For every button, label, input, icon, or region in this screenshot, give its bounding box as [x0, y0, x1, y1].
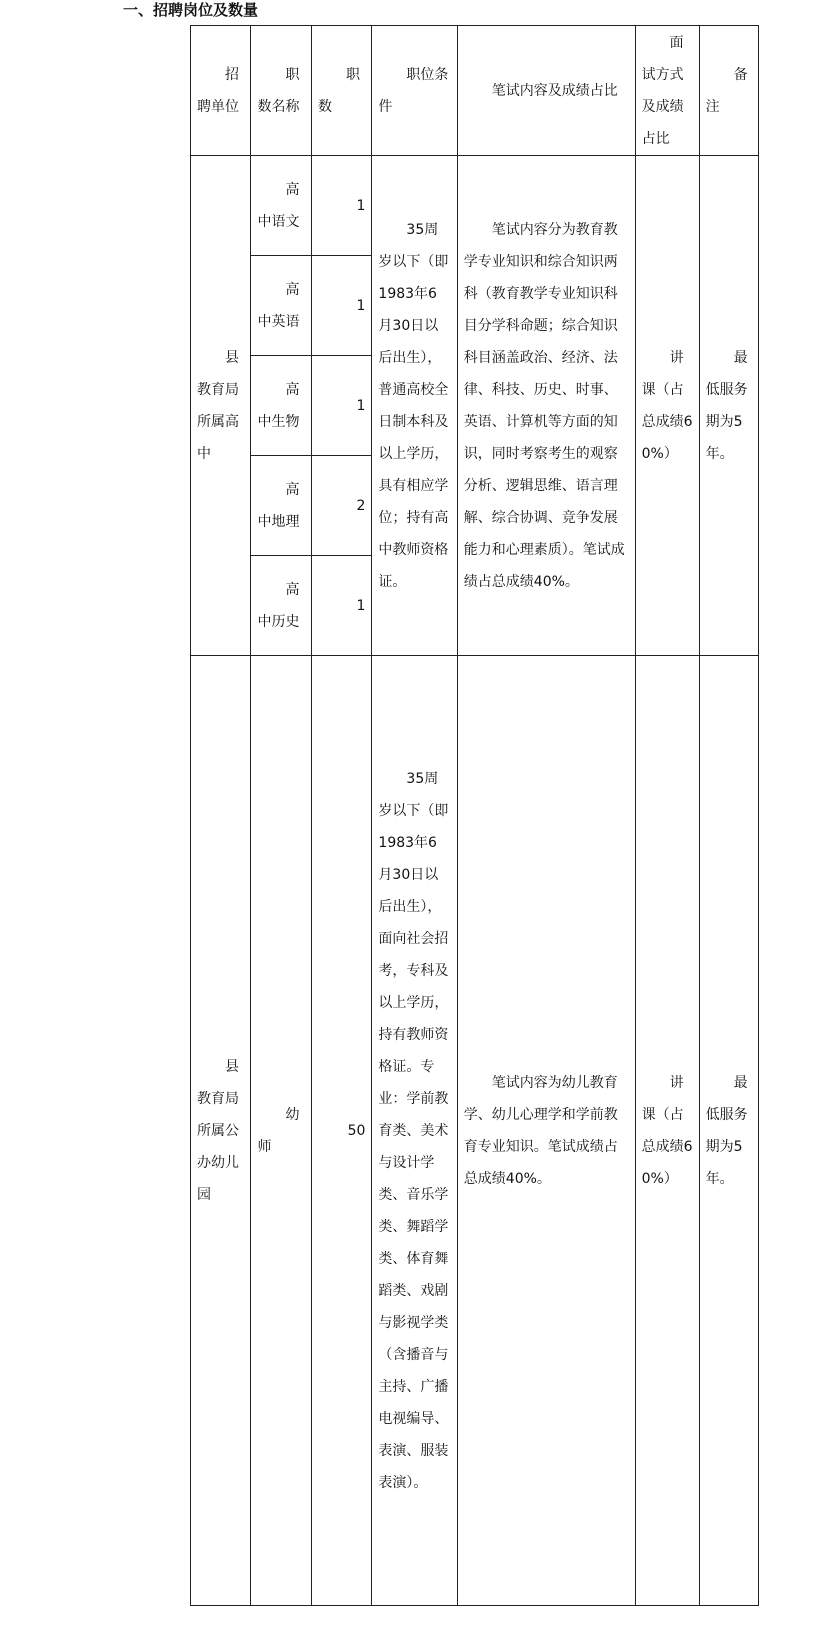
group1-interview: 讲课（占总成绩60%） [635, 156, 699, 656]
group1-count: 2 [311, 456, 371, 556]
group1-count: 1 [311, 356, 371, 456]
group2-conditions: 35周岁以下（即1983年6月30日以后出生），面向社会招考，专科及以上学历，持有教师资格证。专业：学前教育类、美术与设计学类、音乐学类、舞蹈学类、体育舞蹈类、戏剧与影视学类（含播音与主持、广播电视编导、表演、服装表演）。 [372, 656, 457, 1606]
group2-position: 幼师 [251, 656, 311, 1606]
group1-position: 高中英语 [251, 256, 311, 356]
group2-interview: 讲课（占总成绩60%） [635, 656, 699, 1606]
header-written: 笔试内容及成绩占比 [457, 26, 635, 156]
group1-position: 高中历史 [251, 556, 311, 656]
group1-conditions: 35周岁以下（即1983年6月30日以后出生），普通高校全日制本科及以上学历，具有相应学位；持有高中教师资格证。 [372, 156, 457, 656]
header-conditions: 职位条件 [372, 26, 457, 156]
group1-unit: 县教育局所属高中 [191, 156, 251, 656]
header-position: 职数名称 [251, 26, 311, 156]
group1-count: 1 [311, 156, 371, 256]
group2-remarks: 最低服务期为5年。 [699, 656, 758, 1606]
header-interview: 面试方式及成绩占比 [635, 26, 699, 156]
header-remarks: 备注 [699, 26, 758, 156]
group1-position: 高中生物 [251, 356, 311, 456]
group1-count: 1 [311, 556, 371, 656]
group1-written: 笔试内容分为教育教学专业知识和综合知识两科（教育教学专业知识科目分学科命题；综合知识科目涵盖政治、经济、法律、科技、历史、时事、英语、计算机等方面的知识，同时考察考生的观察分析、逻辑思维、语言理解、综合协调、竞争发展能力和心理素质）。笔试成绩占总成绩40%。 [457, 156, 635, 656]
header-unit: 招聘单位 [191, 26, 251, 156]
header-count: 职数 [311, 26, 371, 156]
group2-unit: 县教育局所属公办幼儿园 [191, 656, 251, 1606]
header-row [191, 26, 759, 156]
section-heading: 一、招聘岗位及数量 [123, 1, 259, 19]
group1-position: 高中语文 [251, 156, 311, 256]
group2-written: 笔试内容为幼儿教育学、幼儿心理学和学前教育专业知识。笔试成绩占总成绩40%。 [457, 656, 635, 1606]
group2-count: 50 [311, 656, 371, 1606]
recruitment-table [190, 25, 759, 1606]
group1-position: 高中地理 [251, 456, 311, 556]
group1-count: 1 [311, 256, 371, 356]
group1-remarks: 最低服务期为5年。 [699, 156, 758, 656]
table-row [191, 656, 759, 1606]
table-row [191, 156, 759, 256]
